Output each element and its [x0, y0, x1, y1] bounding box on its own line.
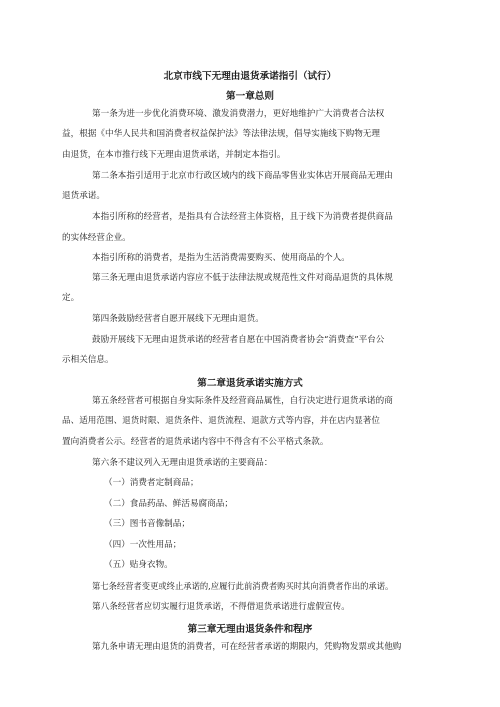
ch1-para-consumer: 本指引所称的消费者，是指为生活消费需要购买、使用商品的个人。: [92, 253, 350, 263]
chapter-1-heading: 第一章总则: [226, 91, 274, 102]
ch3-article-9-line-1: 第九条申请无理由退货的消费者，可在经营者承诺的期限内，凭购物发票或其他购: [92, 642, 402, 652]
ch2-article-8: 第八条经营者应切实履行退货承诺，不得借退货承诺进行虚假宣传。: [92, 602, 350, 612]
document-title: 北京市线下无理由退货承诺指引（试行）: [163, 71, 337, 82]
ch1-para-operator-line-2: 的实体经营企业。: [62, 233, 131, 243]
chapter-2-heading: 第二章退货承诺实施方式: [197, 378, 303, 389]
ch1-article-2-line-1: 第二条本指引适用于北京市行政区域内的线下商品零售业实体店开展商品无理由: [92, 171, 393, 181]
ch1-article-4: 第四条鼓励经营者自愿开展线下无理由退货。: [92, 314, 264, 324]
ch1-para-platform-line-2: 示相关信息。: [62, 355, 114, 365]
ch2-list-item: （二）食品药品、鲜活易腐商品；: [104, 499, 233, 509]
ch1-article-1-line-1: 第一条为进一步优化消费环境、激发消费潜力，更好地维护广大消费者合法权: [92, 109, 385, 119]
ch2-article-5-line-3: 置向消费者公示。经营者的退货承诺内容中不得含有不公平格式条款。: [62, 437, 329, 447]
ch1-article-3-line-1: 第三条无理由退货承诺内容应不低于法律法规或规范性文件对商品退货的具体规: [92, 273, 393, 283]
ch2-list-item: （一）消费者定制商品；: [104, 478, 199, 488]
ch2-list-item: （三）图书音像制品；: [104, 519, 190, 529]
ch1-para-operator-line-1: 本指引所称的经营者，是指具有合法经营主体资格，且于线下为消费者提供商品: [92, 212, 393, 222]
ch2-article-7: 第七条经营者变更或终止承诺的,应履行此前消费者购买时其向消费者作出的承诺。: [92, 581, 394, 591]
ch2-article-5-line-1: 第五条经营者可根据自身实际条件及经营商品属性，自行决定进行退货承诺的商: [92, 396, 393, 406]
ch1-article-3-line-2: 定。: [62, 293, 80, 303]
ch2-list-item: （四）一次性用品；: [104, 540, 182, 550]
ch2-article-6: 第六条不建议列入无理由退货承诺的主要商品：: [92, 458, 273, 468]
chapter-3-heading: 第三章无理由退货条件和程序: [187, 624, 313, 635]
ch1-article-2-line-2: 退货承诺。: [62, 191, 105, 201]
ch1-article-1-line-2: 益，根据《中华人民共和国消费者权益保护法》等法律法规，倡导实施线下购物无理: [62, 129, 380, 139]
ch2-article-5-line-2: 品、适用范围、退货时限、退货条件、退货流程、退款方式等内容，并在店内显著位: [62, 416, 380, 426]
ch1-article-1-line-3: 由退货，在本市推行线下无理由退货承诺，并制定本指引。: [62, 150, 286, 160]
ch2-list-item: （五）贴身衣物。: [104, 560, 173, 570]
ch1-para-platform-line-1: 鼓励开展线下无理由退货承诺的经营者自愿在中国消费者协会“消费查”平台公: [92, 335, 385, 345]
